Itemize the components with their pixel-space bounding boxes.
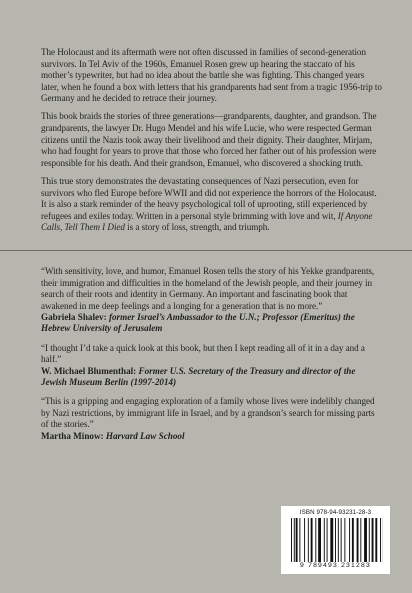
divider-line (0, 250, 412, 251)
endorsement-1 (41, 266, 382, 335)
isbn-barcode (281, 506, 390, 574)
endorsement-author (41, 431, 382, 442)
author-name: Martha Minow: (41, 431, 104, 442)
blurb (41, 47, 382, 234)
blurb-paragraph-1: The Holocaust and its aftermath were not often discussed in families of second-generation survivors. In Tel Aviv of the 1960s, Emanuel Rosen grew up hearing the staccato of his mother’s typewriter, but had no idea about the battle she was fighting. This changed years later, when he found a box with letters that his grandparents had sent from a tragic 1956-trip to Germany and he decided to retrace their journey. (41, 47, 382, 104)
endorsement-author (41, 366, 382, 388)
blurb-paragraph-2: This book braids the stories of three generations—grandparents, daughter, and grandson. The grandparents, the lawyer Dr. Hugo Mendel and his wife Lucie, who were respected German citizens until the Nazis took away their livelihood and their dignity. Their daughter, Mirjam, who had fought for years to prove that those who forced her father out of his profession were responsible for his death. And their grandson, Emanuel, who discovered a shocking truth. (41, 111, 377, 168)
author-name: W. Michael Blumenthal: (41, 365, 137, 376)
endorsement-text: “With sensitivity, love, and humor, Emanuel Rosen tells the story of his Yekke grandparents, their immigration and difficulties in the homeland of the Jewish people, and their journey in search of their roots and identity in Germany. An important and fascinating book that awakened in me deep feelings and a longing for a generation that is no more.” (41, 265, 375, 311)
isbn-label: ISBN 978-94-93231-28-3 (299, 509, 372, 516)
endorsement-text: “I thought I’d take a quick look at this book, but then I kept reading all of it in a day and a half.” (41, 342, 365, 365)
endorsement-3 (41, 396, 382, 442)
author-role: Former U.S. Secretary of the Treasury and director of the Jewish Museum Berlin (1997-2014) (41, 365, 356, 388)
endorsement-author (41, 312, 382, 334)
blurb-paragraph-3-end: is a story of loss, strength, and triumph. (124, 222, 270, 233)
blurb-paragraph-3 (41, 176, 382, 234)
author-role: Harvard Law School (105, 431, 185, 442)
endorsement-text: “This is a gripping and engaging exploration of a family whose lives were indelibly changed by Nazi restrictions, by immigrant life in Israel, and by a grandson’s search for missing parts of the stories.” (41, 396, 375, 430)
author-role: former Israel’s Ambassador to the U.N.; Professor (Emeritus) the Hebrew University of Jerusalem (41, 312, 355, 334)
book-title: If Anyone Calls, Tell Them I Died (41, 210, 373, 233)
endorsement-2 (41, 343, 382, 389)
author-name: Gabriela Shalev: (41, 312, 107, 323)
barcode-digits: 9 789493 231283 (300, 562, 371, 569)
barcode-icon (288, 518, 383, 562)
blurb-paragraph-3-text: This true story demonstrates the devastating consequences of Nazi persecution, even for survivors who fled Europe before WWII and did not experience the horrors of the Holocaust. It is also a stark reminder of the heavy psychological toll of uprooting, still experienced by refugees and exiles today. Written in a personal style brimming with love and wit, (41, 175, 377, 221)
